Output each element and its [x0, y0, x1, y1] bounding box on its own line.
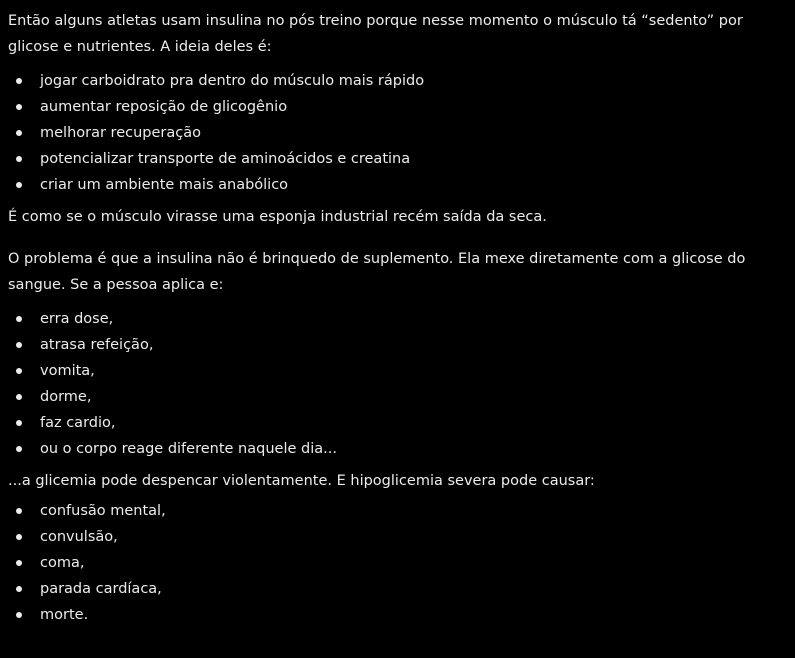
- list-item: melhorar recuperação: [8, 120, 787, 146]
- message-content: [0, 8, 795, 628]
- paragraph-hypoglycemia: ...a glicemia pode despencar violentamente. E hipoglicemia severa pode causar:: [8, 473, 595, 489]
- list-item: ou o corpo reage diferente naquele dia...: [8, 436, 787, 462]
- list-risks: [8, 306, 787, 462]
- list-item: criar um ambiente mais anabólico: [8, 172, 787, 198]
- list-item: dorme,: [8, 384, 787, 410]
- list-consequences: [8, 498, 787, 628]
- list-item: atrasa refeição,: [8, 332, 787, 358]
- list-item: coma,: [8, 550, 787, 576]
- list-item: potencializar transporte de aminoácidos e creatina: [8, 146, 787, 172]
- list-item: convulsão,: [8, 524, 787, 550]
- list-item: jogar carboidrato pra dentro do músculo mais rápido: [8, 68, 787, 94]
- list-item: erra dose,: [8, 306, 787, 332]
- list-item: faz cardio,: [8, 410, 787, 436]
- list-ideas: [8, 68, 787, 198]
- list-item: aumentar reposição de glicogênio: [8, 94, 787, 120]
- paragraph-intro: Então alguns atletas usam insulina no pós treino porque nesse momento o músculo tá “sedento” por glicose e nutrientes. A ideia deles é:: [8, 13, 743, 55]
- list-item: vomita,: [8, 358, 787, 384]
- list-item: confusão mental,: [8, 498, 787, 524]
- paragraph-problem: O problema é que a insulina não é brinquedo de suplemento. Ela mexe diretamente com a glicose do sangue. Se a pessoa aplica e:: [8, 251, 746, 293]
- list-item: parada cardíaca,: [8, 576, 787, 602]
- list-item: morte.: [8, 602, 787, 628]
- paragraph-sponge: É como se o músculo virasse uma esponja industrial recém saída da seca.: [8, 209, 547, 225]
